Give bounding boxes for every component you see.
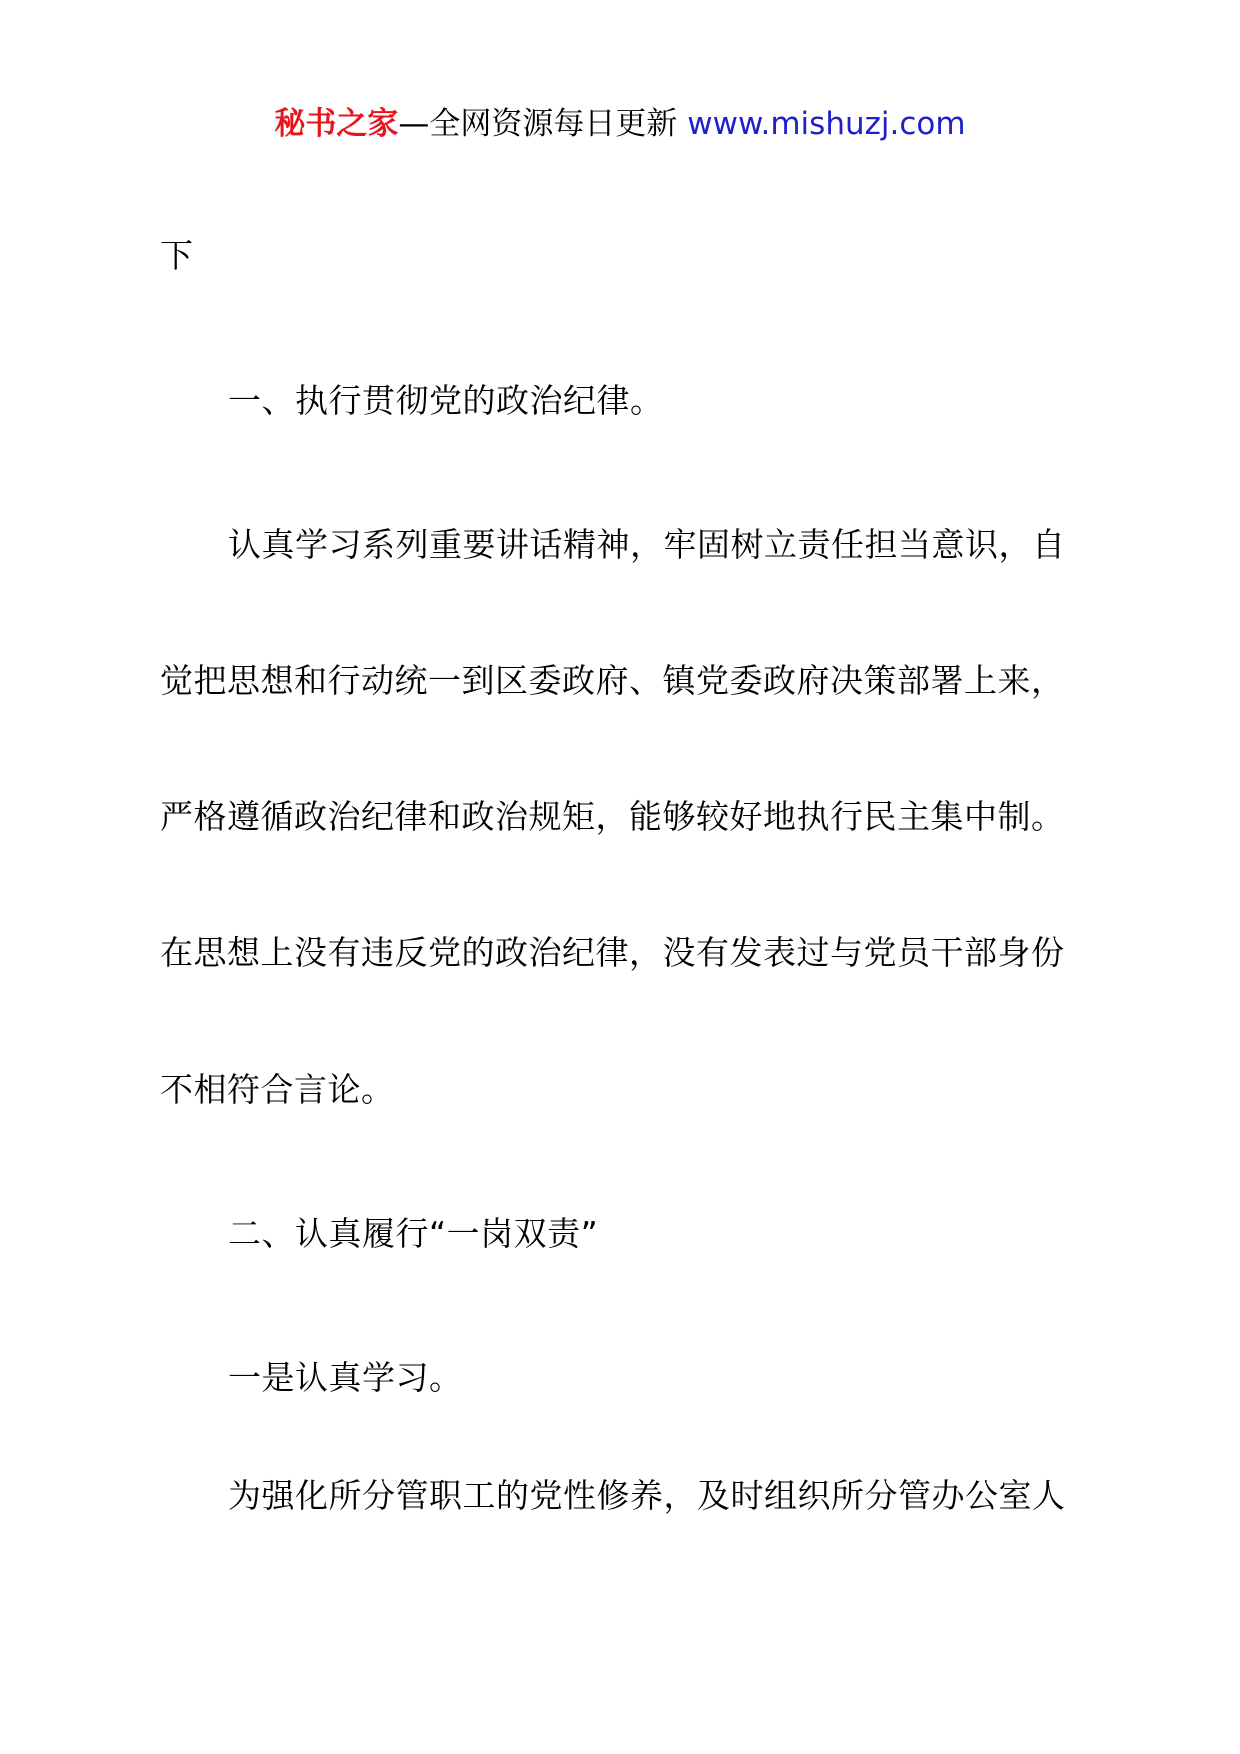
paragraph-line: 觉把思想和行动统一到区委政府、镇党委政府决策部署上来， (160, 661, 1065, 700)
paragraph-line: 认真学习系列重要讲话精神，牢固树立责任担当意识，自 (228, 525, 1066, 564)
site-brand: 秘书之家 (274, 106, 399, 142)
site-url-link[interactable]: www.mishuzj.com (687, 106, 966, 142)
section-heading-2: 二、认真履行“一岗双责” (228, 1214, 599, 1253)
text-line-continuation: 下 (160, 236, 194, 275)
paragraph-line: 在思想上没有违反党的政治纪律，没有发表过与党员干部身份 (160, 933, 1065, 972)
section-heading-1: 一、执行贯彻党的政治纪律。 (228, 381, 664, 420)
paragraph-line: 不相符合言论。 (160, 1070, 395, 1109)
subsection-heading: 一是认真学习。 (228, 1358, 463, 1397)
site-header (0, 104, 1240, 144)
paragraph-line: 严格遵循政治纪律和政治规矩，能够较好地执行民主集中制。 (160, 797, 1065, 836)
paragraph-line: 为强化所分管职工的党性修养，及时组织所分管办公室人 (228, 1476, 1066, 1515)
site-tagline: —全网资源每日更新 (398, 106, 688, 142)
